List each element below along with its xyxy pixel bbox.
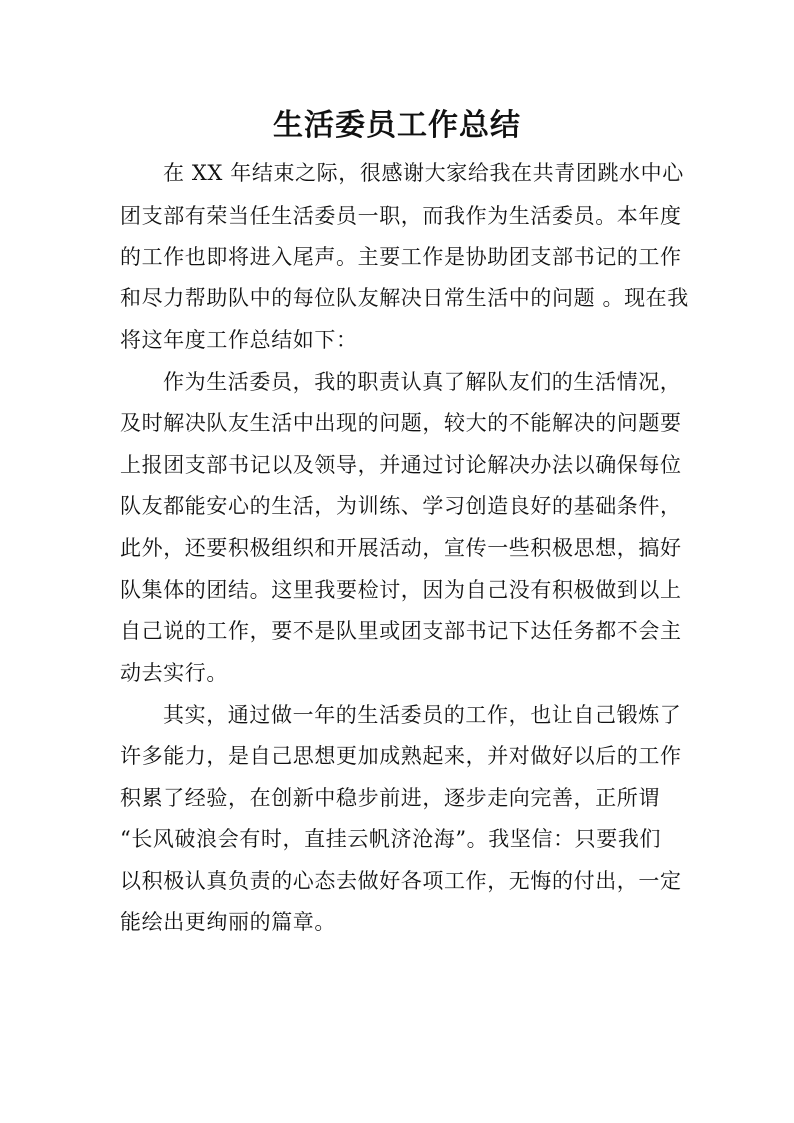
paragraph-3-line-4: “长风破浪会有时，直挂云帆济沧海”。我坚信：只要我们 — [120, 827, 662, 851]
document-title: 生活委员工作总结 — [273, 108, 521, 143]
paragraph-1-line-1: 在 XX 年结束之际，很感谢大家给我在共青团跳水中心 — [163, 161, 684, 185]
paragraph-2-line-6: 队集体的团结。这里我要检讨，因为自己没有积极做到以上 — [120, 578, 682, 602]
paragraph-3-line-5: 以积极认真负责的心态去做好各项工作，无悔的付出，一定 — [120, 869, 682, 893]
paragraph-1-line-3: 的工作也即将进入尾声。主要工作是协助团支部书记的工作 — [120, 245, 682, 269]
paragraph-2-line-8: 动去实行。 — [120, 661, 228, 685]
paragraph-2-line-3: 上报团支部书记以及领导，并通过讨论解决办法以确保每位 — [120, 453, 682, 477]
paragraph-3-line-6: 能绘出更绚丽的篇章。 — [120, 910, 336, 934]
paragraph-1-line-5: 将这年度工作总结如下： — [120, 328, 358, 352]
paragraph-2-line-7: 自己说的工作，要不是队里或团支部书记下达任务都不会主 — [120, 619, 682, 643]
paragraph-2-line-5: 此外，还要积极组织和开展活动，宣传一些积极思想，搞好 — [120, 536, 682, 560]
paragraph-1-line-4: 和尽力帮助队中的每位队友解决日常生活中的问题 。现在我 — [120, 286, 689, 310]
paragraph-1-line-2: 团支部有荣当任生活委员一职，而我作为生活委员。本年度 — [120, 204, 682, 228]
paragraph-3-line-3: 积累了经验，在创新中稳步前进，逐步走向完善，正所谓 — [120, 786, 660, 810]
paragraph-2-line-2: 及时解决队友生活中出现的问题，较大的不能解决的问题要 — [120, 411, 682, 435]
paragraph-2-line-4: 队友都能安心的生活，为训练、学习创造良好的基础条件， — [120, 494, 682, 518]
paragraph-3-line-1: 其实，通过做一年的生活委员的工作，也让自己锻炼了 — [163, 703, 682, 727]
paragraph-3-line-2: 许多能力，是自己思想更加成熟起来，并对做好以后的工作 — [120, 744, 682, 768]
paragraph-2-line-1: 作为生活委员，我的职责认真了解队友们的生活情况， — [163, 370, 682, 394]
